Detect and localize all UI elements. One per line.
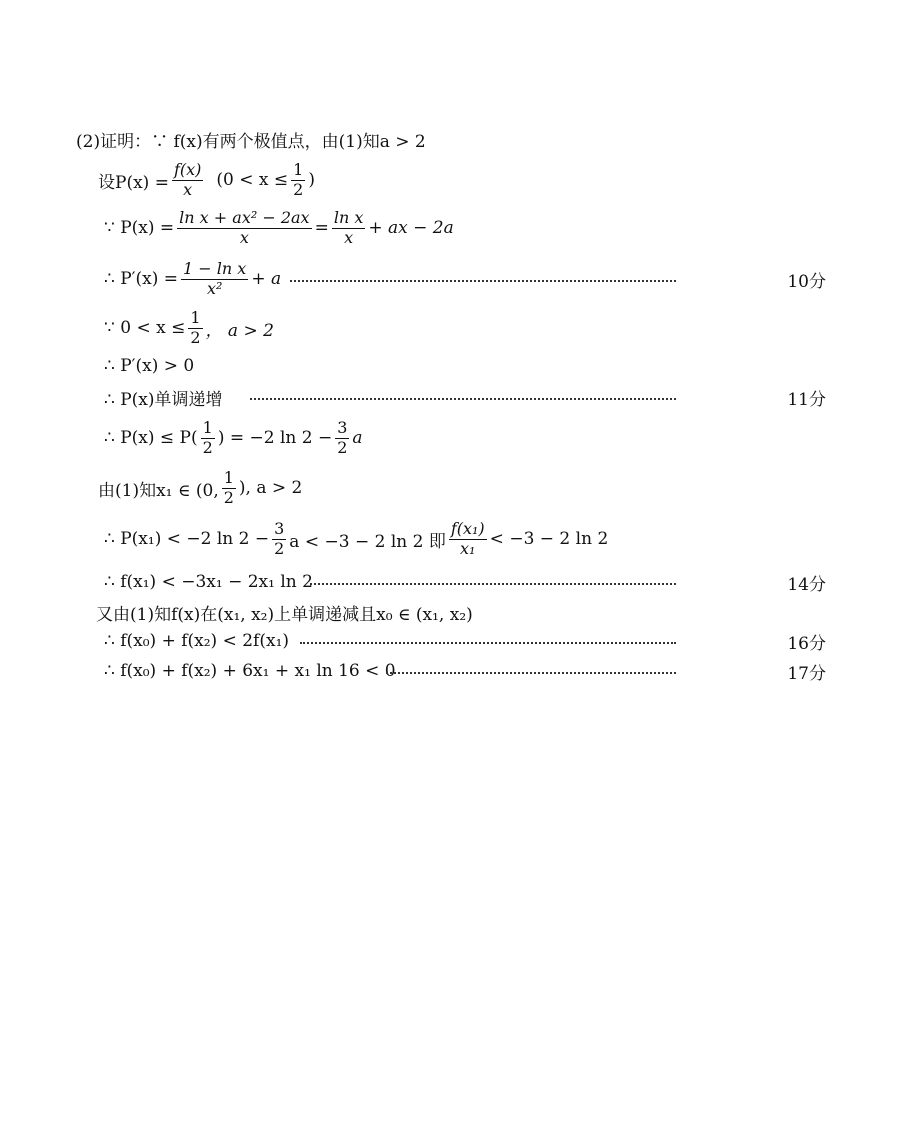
p-x1-bound-line (0, 516, 904, 562)
p-x1-bound-fraction-2 (449, 518, 487, 558)
score-14: 14分 (787, 574, 826, 595)
domain-line (0, 306, 904, 350)
bound-p-middle: ) = −2 ln 2 − (217, 428, 333, 448)
p-x1-bound-denominator-2: x₁ (460, 538, 476, 558)
p-x1-bound-prefix: ∴ P(x₁) < −2 ln 2 − (104, 529, 270, 549)
monotone-text: ∴ P(x)单调递增 (104, 389, 223, 410)
define-p-condition-b: ) (308, 170, 315, 190)
p-x1-bound-denominator: 2 (274, 538, 285, 558)
domain-tail: ， a > 2 (205, 320, 274, 341)
expand-p-numerator: ln x + ax² − 2ax (179, 207, 310, 227)
expand-p-fraction (177, 207, 311, 247)
expand-p-line (0, 206, 904, 250)
derivative-denominator: x² (206, 278, 223, 298)
p-x1-bound-fraction (272, 518, 286, 558)
bound-p-prefix: ∴ P(x) ≤ P( (104, 428, 198, 448)
score-16: 16分 (787, 633, 826, 654)
conclusion-text: ∴ f(x₀) + f(x₂) + 6x₁ + x₁ ln 16 < 0 (104, 661, 396, 681)
expand-p-prefix: ∵ P(x) = (104, 218, 175, 238)
derivative-tail: + a (251, 269, 282, 289)
bound-p-numerator-2: 3 (337, 417, 348, 437)
derivative-numerator: 1 − ln x (183, 258, 247, 278)
bound-p-line (0, 416, 904, 460)
define-p-condition-a: (0 < x ≤ (216, 170, 289, 190)
derivative-positive-text: ∴ P′(x) > 0 (104, 356, 195, 376)
bound-p-denominator: 2 (202, 437, 213, 457)
decreasing-text: 又由(1)知f(x)在(x₁, x₂)上单调递减且x₀ ∈ (x₁, x₂) (96, 604, 473, 625)
bound-p-tail: a (352, 428, 363, 448)
score-10: 10分 (787, 271, 826, 292)
expand-p-tail: + ax − 2a (368, 218, 454, 238)
f-x1-bound-text: ∴ f(x₁) < −3x₁ − 2x₁ ln 2 (104, 572, 313, 592)
p-x1-bound-numerator: 3 (274, 518, 285, 538)
proof-intro-line (0, 119, 876, 159)
leader-dots (386, 672, 676, 674)
expand-p-equals: = (314, 218, 329, 238)
p-x1-bound-numerator-2: f(x₁) (450, 518, 485, 538)
define-p-condition-denominator: 2 (293, 179, 304, 199)
sum-bound-text: ∴ f(x₀) + f(x₂) < 2f(x₁) (104, 631, 290, 651)
define-p-line (0, 158, 898, 202)
x1-range-numerator: 1 (223, 467, 234, 487)
x1-range-tail: ), a > 2 (238, 478, 303, 498)
p-x1-bound-middle: a < −3 − 2 ln 2 即 (289, 531, 446, 552)
expand-p-numerator-2: ln x (333, 207, 364, 227)
derivative-prefix: ∴ P′(x) = (104, 269, 179, 289)
domain-prefix: ∵ 0 < x ≤ (104, 318, 186, 338)
domain-denominator: 2 (190, 327, 201, 347)
leader-dots (250, 398, 676, 400)
score-17: 17分 (787, 663, 826, 684)
expand-p-fraction-2 (332, 207, 366, 247)
p-x1-bound-tail: < −3 − 2 ln 2 (489, 529, 609, 549)
leader-dots (310, 583, 676, 585)
bound-p-fraction-2 (335, 417, 349, 457)
define-p-numerator: f(x) (173, 159, 202, 179)
conclusion-line (0, 651, 904, 691)
bound-p-fraction (201, 417, 215, 457)
derivative-fraction (181, 258, 248, 298)
expand-p-denominator-2: x (344, 227, 354, 247)
domain-fraction (188, 307, 202, 347)
x1-range-fraction (222, 467, 236, 507)
define-p-denominator: x (183, 179, 193, 199)
bound-p-denominator-2: 2 (337, 437, 348, 457)
x1-range-line (0, 466, 898, 510)
define-p-condition-fraction (291, 159, 305, 199)
proof-intro-text: (2)证明：∵ f(x)有两个极值点，由(1)知a > 2 (76, 131, 426, 152)
leader-dots (290, 280, 676, 282)
x1-range-denominator: 2 (223, 487, 234, 507)
define-p-prefix: 设P(x) = (98, 172, 169, 193)
expand-p-denominator: x (239, 227, 249, 247)
x1-range-prefix: 由(1)知x₁ ∈ (0, (98, 480, 219, 501)
monotone-line (0, 377, 904, 417)
score-11: 11分 (787, 389, 826, 410)
leader-dots (300, 642, 676, 644)
derivative-line (0, 257, 904, 301)
domain-numerator: 1 (190, 307, 201, 327)
define-p-condition-numerator: 1 (293, 159, 304, 179)
bound-p-numerator: 1 (202, 417, 213, 437)
define-p-fraction (172, 159, 203, 199)
